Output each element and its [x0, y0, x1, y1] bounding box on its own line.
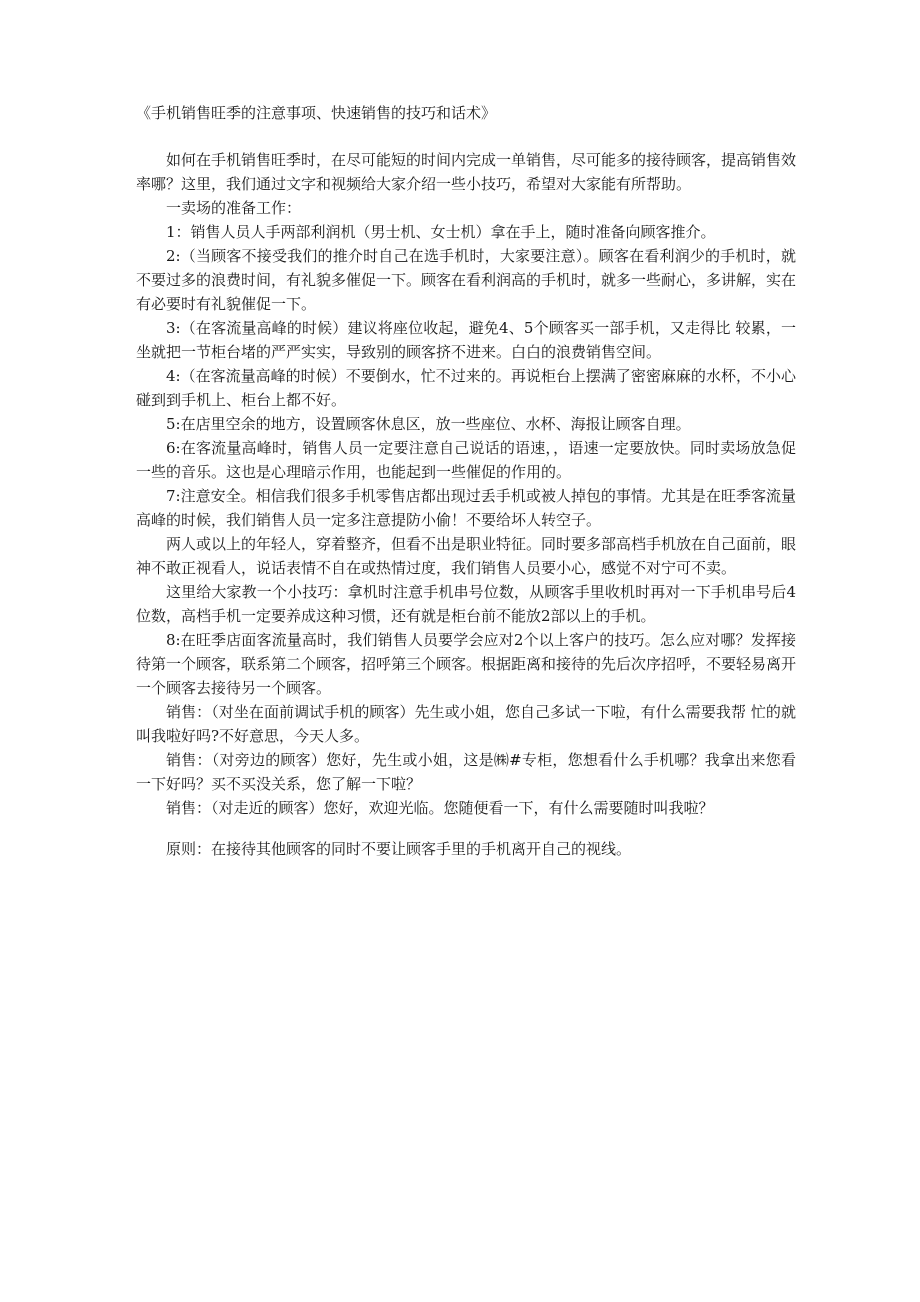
paragraph-script-3: 销售：（对走近的顾客）您好，欢迎光临。您随便看一下，有什么需要随时叫我啦？	[166, 799, 714, 817]
paragraph-item-5: 5:在店里空余的地方，设置顾客休息区，放一些座位、水杯、海报让顾客自理。	[166, 415, 691, 433]
paragraph-item-7: 7:注意安全。相信我们很多手机零售店都出现过丢手机或被人掉包的事情。尤其是在旺季客流量高峰的时候，我们销售人员一定多注意提防小偷！不要给坏人转空子。	[136, 487, 796, 529]
document-body	[136, 148, 796, 861]
paragraph-item-1: 1：销售人员人手两部利润机（男士机、女士机）拿在手上，随时准备向顾客推介。	[166, 223, 716, 241]
paragraph-script-2: 销售：（对旁边的顾客）您好，先生或小姐，这是㈱#专柜，您想看什么手机哪？我拿出来您看一下好吗？买不买没关系，您了解一下啦？	[136, 751, 796, 793]
paragraph-section-heading: 一卖场的准备工作：	[166, 199, 302, 217]
paragraph-item-2: 2:（当顾客不接受我们的推介时自己在选手机时，大家要注意）。顾客在看利润少的手机时，就不要过多的浪费时间，有礼貌多催促一下。顾客在看利润高的手机时，就多一些耐心，多讲解，实在有必要时有礼貌催促一下。	[136, 247, 797, 313]
paragraph-item-6: 6:在客流量高峰时，销售人员一定要注意自己说话的语速，，语速一定要放快。同时卖场放急促一些的音乐。这也是心理暗示作用，也能起到一些催促的作用的。	[136, 439, 796, 481]
paragraph-item-8: 8:在旺季店面客流量高时，我们销售人员要学会应对2个以上客户的技巧。怎么应对哪？发挥接待第一个顾客，联系第二个顾客，招呼第三个顾客。根据距离和接待的先后次序招呼，不要轻易离开一个顾客去接待另一个顾客。	[136, 631, 797, 697]
paragraph-item-3: 3:（在客流量高峰的时候）建议将座位收起，避免4、5个顾客买一部手机，又走得比 较累，一坐就把一节柜台堵的严严实实，导致别的顾客挤不进来。白白的浪费销售空间。	[136, 319, 796, 361]
paragraph-tip: 这里给大家教一个小技巧：拿机时注意手机串号位数，从顾客手里收机时再对一下手机串号后4位数，高档手机一定要养成这种习惯，还有就是柜台前不能放2部以上的手机。	[136, 583, 796, 625]
paragraph-warning: 两人或以上的年轻人，穿着整齐，但看不出是职业特征。同时要多部高档手机放在自己面前，眼神不敢正视看人，说话表情不自在或热情过度，我们销售人员要小心，感觉不对宁可不卖。	[136, 535, 797, 577]
paragraph-script-1: 销售：（对坐在面前调试手机的顾客）先生或小姐，您自己多试一下啦，有什么需要我帮 忙的就叫我啦好吗?不好意思，今天人多。	[136, 703, 796, 745]
paragraph-intro: 如何在手机销售旺季时，在尽可能短的时间内完成一单销售，尽可能多的接待顾客，提高销售效率哪？这里，我们通过文字和视频给大家介绍一些小技巧，希望对大家能有所帮助。	[136, 151, 797, 193]
paragraph-item-4: 4:（在客流量高峰的时候）不要倒水，忙不过来的。再说柜台上摆满了密密麻麻的水杯，不小心碰到到手机上、柜台上都不好。	[136, 367, 796, 409]
paragraph-principle: 原则：在接待其他顾客的同时不要让顾客手里的手机离开自己的视线。	[166, 840, 632, 858]
document-title: 《手机销售旺季的注意事项、快速销售的技巧和话术》	[136, 104, 497, 122]
